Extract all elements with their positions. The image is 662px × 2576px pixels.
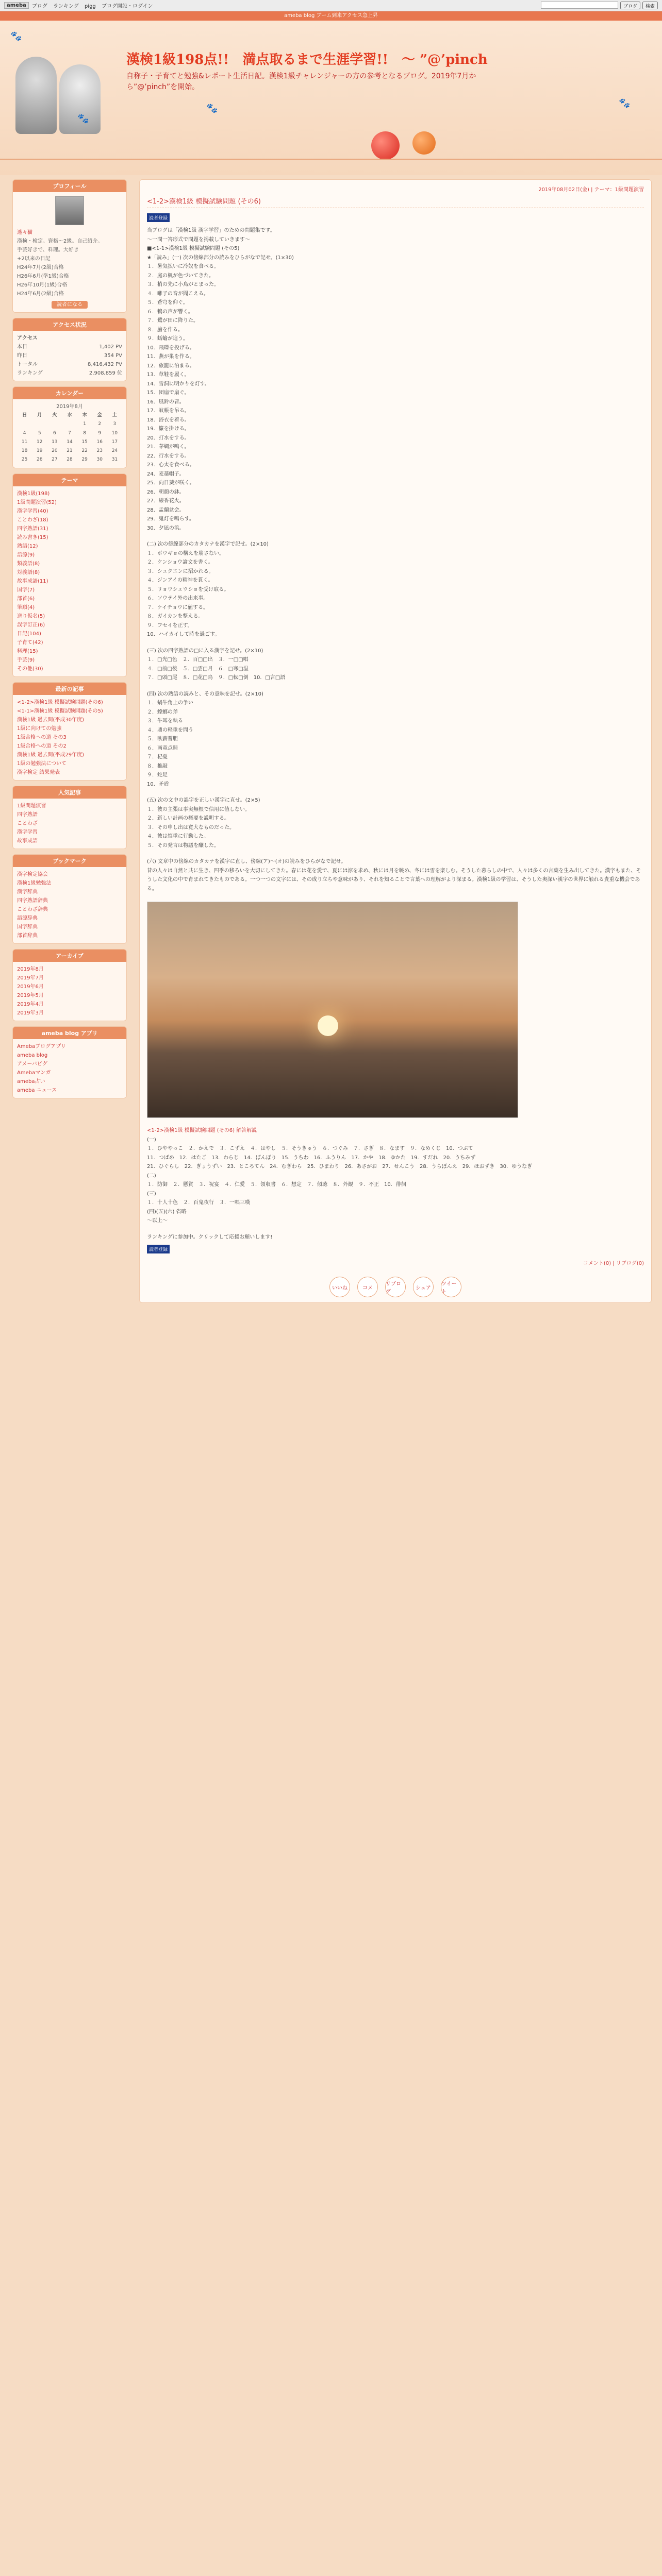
ameba-logo[interactable]: ameba xyxy=(4,2,29,9)
calendar-week xyxy=(17,429,122,438)
question-line: ３．牛耳を執る xyxy=(147,718,183,724)
calendar-day[interactable]: 16 xyxy=(96,439,103,445)
section-6 xyxy=(147,857,644,893)
access-yesterday-label: 昨日 xyxy=(17,353,27,359)
post-line: ４．囃子の音が聞こえる。 xyxy=(147,291,209,297)
post-line: 19．簾を掛ける。 xyxy=(147,426,190,432)
theme-link[interactable]: 日記(104) xyxy=(17,631,41,637)
profile-line: H26年10月(1級)合格 xyxy=(17,282,68,288)
post-line: ５．蒼穹を仰ぐ。 xyxy=(147,300,188,306)
post-line: 13．草鞋を履く。 xyxy=(147,372,190,378)
question-line: ７．杞憂 xyxy=(147,754,168,760)
profile-line: H24年6月(2級)合格 xyxy=(17,291,64,297)
question-line: ９．フセイを正す。 xyxy=(147,622,193,629)
post-line: ９．蛞蝓が這う。 xyxy=(147,336,188,342)
top-link-login[interactable]: ブログ開設・ログイン xyxy=(101,4,153,9)
question-line: ６．ソウテイ外の出来事。 xyxy=(147,596,209,601)
post-line: 24．麦藁帽子。 xyxy=(147,471,185,477)
search-button[interactable]: 検索 xyxy=(642,2,658,9)
calendar-day[interactable]: 14 xyxy=(67,439,73,445)
popular-article-link[interactable]: ことわざ xyxy=(17,820,38,826)
post-title[interactable]: <1-2>漢検1級 模擬試験問題 (その6) xyxy=(147,196,644,208)
post-line: ３．梢の先に小鳥がとまった。 xyxy=(147,282,219,287)
blog-subtitle: 自称子・子育てと勉強&レポート生活日記。漢検1級チャレンジャーの方の参考となるブログ。2019年7月から”@’pinch”を開始。 xyxy=(126,72,476,91)
ranking-badge[interactable]: 読者登録 xyxy=(147,1245,170,1253)
app-widget xyxy=(12,1026,127,1098)
calendar-day[interactable]: 21 xyxy=(67,448,73,454)
calendar-day[interactable]: 31 xyxy=(111,457,118,463)
profile-widget xyxy=(12,179,127,313)
post-line: 17．蚊帳を吊る。 xyxy=(147,408,190,414)
post-line: ２．庭の楓が色づいてきた。 xyxy=(147,273,214,279)
access-total-label: トータル xyxy=(17,362,38,367)
calendar-day-header: 月 xyxy=(37,413,42,418)
search-input[interactable] xyxy=(541,2,618,9)
section-6-text: 昔の人々は自然と共に生き、四季の移ろいを大切にしてきた。春には花を愛で、夏には涼を求め、秋には月を眺め、冬には雪を楽しむ。そうした暮らしの中で、人々は多くの言葉を生み出してきた。漢字もまた、そうした文化の中で育まれてきたものである。一つ一つの文字には、その成り立ちや意味があり、それを知ることで言葉への理解がより深まる。漢検1級の学習は、そうした奥深い漢字の世界に触れる貴重な機会である。 xyxy=(147,868,641,892)
calendar-day xyxy=(17,420,32,429)
question-line: ３．その申し出は寛大なものだった。 xyxy=(147,824,235,831)
section-5 xyxy=(147,796,644,850)
yarn-ball-orange xyxy=(412,131,436,155)
calendar-day-header: 木 xyxy=(82,413,87,418)
recent-article-link[interactable]: 漢字検定 結果発表 xyxy=(17,769,60,775)
answer-line: 11．つばめ 12．はたご 13．わらじ 14．ぼんぼり 15．うちわ 16．ふうりん 17．かや 18．ゆかた 19．すだれ 20．うちみず xyxy=(147,1155,476,1161)
paw-icon: 🐾 xyxy=(206,103,218,114)
question-line: ６．画竜点睛 xyxy=(147,745,178,751)
header-divider xyxy=(0,159,662,160)
post-line: 12．旅籠に泊まる。 xyxy=(147,363,195,369)
calendar-day[interactable]: 1 xyxy=(83,421,86,427)
post-line: ８．膾を作る。 xyxy=(147,327,183,333)
follow-button[interactable]: 読者になる xyxy=(52,301,88,309)
popular-widget xyxy=(12,786,127,849)
post-date[interactable]: 2019年08月02日(金) | テーマ：1級問題演習 xyxy=(538,187,644,193)
answers-title: <1-2>漢検1級 模擬試験問題 (その6) 解答解説 xyxy=(147,1128,257,1133)
theme-link[interactable]: 読み書き(15) xyxy=(17,534,48,540)
avatar[interactable] xyxy=(55,196,84,225)
theme-link[interactable]: 熟語(12) xyxy=(17,543,38,549)
calendar-day-header: 金 xyxy=(97,413,102,418)
top-links xyxy=(32,2,157,9)
recent-article-link[interactable]: 1級に向けての勉強 xyxy=(17,725,62,732)
theme-link[interactable]: 故事成語(11) xyxy=(17,578,48,584)
profile-heading: プロフィール xyxy=(13,180,126,192)
calendar-heading: カレンダー xyxy=(13,387,126,399)
question-line: ８．ガイカンを整える。 xyxy=(147,614,204,619)
recent-article-link[interactable]: 1級合格への道 その2 xyxy=(17,743,67,749)
recent-article-link[interactable]: 1級の勉強法について xyxy=(17,760,67,767)
popular-list xyxy=(13,799,126,849)
calendar-day[interactable]: 10 xyxy=(111,430,118,436)
paw-icon: 🐾 xyxy=(10,31,22,42)
theme-link[interactable]: 子育て(42) xyxy=(17,639,43,646)
profile-line: H24年7月(2級)合格 xyxy=(17,265,64,270)
sidebar xyxy=(10,175,129,1307)
post-body xyxy=(147,226,644,533)
question-line: 10．矛盾 xyxy=(147,781,169,787)
access-yesterday-value: 354 PV xyxy=(104,353,122,359)
section-title: (五) 次の文中の誤字を正しい漢字に直せ。(2×5) xyxy=(147,798,260,803)
question-line: ４．彼は慎重に行動した。 xyxy=(147,834,209,839)
question-line: １．□光□色 ２．百□□出 ３．一□□唱 xyxy=(147,657,249,663)
calendar-day[interactable]: 30 xyxy=(96,457,103,463)
app-heading: ameba blog アプリ xyxy=(13,1027,126,1039)
recent-article-link[interactable]: 1級合格への道 その3 xyxy=(17,734,67,740)
paw-icon: 🐾 xyxy=(619,98,631,109)
access-widget xyxy=(12,318,127,381)
page-layout xyxy=(0,175,662,1307)
calendar-day[interactable]: 24 xyxy=(111,448,118,454)
question-line: ２．ケンショウ論文を書く。 xyxy=(147,560,213,565)
theme-link[interactable]: 筆順(4) xyxy=(17,604,35,611)
bookmark-link[interactable]: 漢字辞典 xyxy=(17,889,38,895)
answers-section xyxy=(147,1126,644,1226)
post-line: 27．線香花火。 xyxy=(147,498,185,504)
calendar-day[interactable]: 20 xyxy=(52,448,58,454)
popular-heading: 人気記事 xyxy=(13,786,126,799)
like-button[interactable]: いいね xyxy=(329,1277,350,1297)
calendar-day[interactable]: 25 xyxy=(21,457,28,463)
top-navigation-bar xyxy=(0,0,662,11)
theme-link[interactable]: 1級問題演習(52) xyxy=(17,499,57,505)
section-3 xyxy=(147,647,644,683)
calendar-day[interactable]: 26 xyxy=(36,457,43,463)
theme-link[interactable]: 送り仮名(5) xyxy=(17,613,45,619)
post-line: 20．打水をする。 xyxy=(147,435,190,441)
calendar-day[interactable]: 18 xyxy=(21,448,28,454)
calendar-day[interactable]: 4 xyxy=(23,430,26,436)
calendar-day-header: 水 xyxy=(67,413,72,418)
access-today-value: 1,402 PV xyxy=(99,344,122,350)
question-line: ９．蛇足 xyxy=(147,772,168,778)
post-line: 11．燕が巣を作る。 xyxy=(147,354,195,360)
post-line: 30．夕凪の浜。 xyxy=(147,525,185,531)
access-ranking-label: ランキング xyxy=(17,370,43,376)
access-label: アクセス xyxy=(17,335,38,341)
post-line: 15．団扇で扇ぐ。 xyxy=(147,390,190,396)
access-ranking-value: 2,908,859 位 xyxy=(89,370,122,376)
yarn-ball-red xyxy=(371,131,400,160)
calendar-widget xyxy=(12,386,127,468)
post-line: 16．風鈴の音。 xyxy=(147,399,185,405)
question-line: １．ボウギョの構えを崩さない。 xyxy=(147,550,224,556)
search-blog-button[interactable]: ブログ xyxy=(620,2,640,9)
bookmark-link[interactable]: 語源辞典 xyxy=(17,915,38,921)
answer-line: １．防御 ２．懸賞 ３．祝宴 ４．仁愛 ５．領収書 ６．想定 ７．傾聴 ８．外観 ９．不正 10．徘徊 xyxy=(147,1182,406,1188)
question-line: 10．ハイカイして時を過ごす。 xyxy=(147,632,220,637)
paw-icon: 🐾 xyxy=(77,113,89,124)
answer-line: 21．ひぐらし 22．ぎょうずい 23．ところてん 24．むぎわら 25．ひまわり 26．あさがお 27．せんこう 28．うらぼんえ 29．ほおずき 30．ゆうなぎ xyxy=(147,1164,533,1170)
post-line: 10．飛礫を投げる。 xyxy=(147,345,195,351)
popular-article-link[interactable]: 故事成語 xyxy=(17,838,38,844)
post-line: 23．心太を食べる。 xyxy=(147,462,195,468)
theme-link[interactable]: 語源(9) xyxy=(17,552,35,558)
bookmark-link[interactable]: 部首辞典 xyxy=(17,933,38,939)
app-link[interactable]: ameba ニュース xyxy=(17,1087,57,1093)
section-title: (四) 次の熟語の読みと、その意味を記せ。(2×10) xyxy=(147,691,263,697)
question-line: ８．推敲 xyxy=(147,763,168,769)
cat-photo xyxy=(15,41,108,134)
post-line: ７．鷺が田に降りた。 xyxy=(147,318,198,324)
archive-link[interactable]: 2019年3月 xyxy=(17,1010,44,1016)
calendar-body xyxy=(17,420,122,464)
profile-line: H26年6月(準1級)合格 xyxy=(17,274,69,279)
recent-article-link[interactable]: 漢検1級 過去問(平成30年度) xyxy=(17,717,85,723)
themes-heading: テーマ xyxy=(13,474,126,486)
calendar-day xyxy=(32,420,47,429)
popular-article-link[interactable]: 漢字学習 xyxy=(17,829,38,835)
post-line: 28．盂蘭盆会。 xyxy=(147,507,185,513)
question-line: １．彼の主張は事実無根で信用に値しない。 xyxy=(147,806,250,812)
app-link[interactable]: ameba占い xyxy=(17,1078,45,1084)
section-title: (三) 次の四字熟語の□に入る漢字を記せ。(2×10) xyxy=(147,648,263,654)
calendar-day[interactable]: 6 xyxy=(53,430,56,436)
profile-line: +2以来の日記 xyxy=(17,256,51,262)
bookmark-link[interactable]: 漢検1級勉強法 xyxy=(17,880,52,886)
calendar-day-header: 土 xyxy=(112,413,117,418)
answer-line: (四)(五)(六) 省略 xyxy=(147,1209,187,1215)
themes-widget xyxy=(12,473,127,677)
calendar-day xyxy=(47,420,62,429)
app-link[interactable]: ameba blog xyxy=(17,1052,48,1058)
calendar-day[interactable]: 17 xyxy=(111,439,118,445)
question-line: ５．リョウシュウショを受け取る。 xyxy=(147,586,229,592)
question-line: ５．臥薪嘗胆 xyxy=(147,736,178,742)
ranking-footer: ランキングに参加中。クリックして応援お願いします! xyxy=(147,1234,273,1240)
calendar-week xyxy=(17,455,122,464)
comment-button[interactable]: コメ xyxy=(357,1277,378,1297)
answer-line: (二) xyxy=(147,1173,156,1179)
top-search xyxy=(541,2,658,9)
calendar-day[interactable]: 15 xyxy=(81,439,88,445)
calendar-table xyxy=(17,411,122,465)
calendar-week xyxy=(17,447,122,455)
calendar-day[interactable]: 3 xyxy=(113,421,117,427)
bookmark-list xyxy=(13,867,126,943)
archive-link[interactable]: 2019年7月 xyxy=(17,975,44,981)
cat-left xyxy=(15,57,57,134)
post-line: ★「読み」(一) 次の傍線部分の読みをひらがなで記せ。(1×30) xyxy=(147,255,294,261)
question-line: ５．その発言は物議を醸した。 xyxy=(147,842,219,849)
bookmark-heading: ブックマーク xyxy=(13,855,126,867)
theme-link[interactable]: その他(30) xyxy=(17,666,43,672)
calendar-day xyxy=(62,420,77,429)
calendar-day[interactable]: 29 xyxy=(81,457,88,463)
calendar-day[interactable]: 19 xyxy=(36,448,43,454)
main-content xyxy=(139,175,652,1307)
theme-link[interactable]: 漢字学習(40) xyxy=(17,508,48,514)
archive-link[interactable]: 2019年5月 xyxy=(17,992,44,998)
profile-line: 漢検・検定。資格〜2級。自己紹介。 xyxy=(17,239,103,244)
calendar-day[interactable]: 9 xyxy=(98,430,102,436)
question-line: ４．ジンアイの精神を貫く。 xyxy=(147,578,213,583)
bookmark-link[interactable]: 国字辞典 xyxy=(17,924,38,930)
post-line: 当ブログは「漢検1級 漢字学習」のための問題集です。 xyxy=(147,228,275,233)
calendar-day[interactable]: 27 xyxy=(52,457,58,463)
blog-post xyxy=(139,179,652,1303)
recent-article-link[interactable]: <1-2>漢検1級 模擬試験問題(その6) xyxy=(17,699,103,705)
section-5-list xyxy=(147,805,644,851)
post-line: ６．鶫の声が響く。 xyxy=(147,309,193,315)
theme-link[interactable]: ことわざ(18) xyxy=(17,517,48,523)
recent-heading: 最新の記事 xyxy=(13,683,126,695)
post-line: 18．浴衣を着る。 xyxy=(147,417,190,423)
sunset-photo[interactable] xyxy=(147,902,518,1118)
question-line: ４．□前□後 ５．□雲□月 ６．□寒□温 xyxy=(147,666,249,672)
blog-header xyxy=(0,21,662,175)
calendar-day[interactable]: 22 xyxy=(81,448,88,454)
section-2 xyxy=(147,540,644,639)
theme-link[interactable]: 国字(7) xyxy=(17,587,35,593)
answer-line: 〜以上〜 xyxy=(147,1218,168,1224)
post-line: １．暑気払いに冷奴を食べる。 xyxy=(147,264,219,269)
archive-heading: アーカイブ xyxy=(13,950,126,962)
post-line: 26．朝顔の鉢。 xyxy=(147,489,185,495)
question-line: ３．シュクエンに招かれる。 xyxy=(147,568,214,574)
calendar-week xyxy=(17,420,122,429)
archive-link[interactable]: 2019年8月 xyxy=(17,966,44,972)
calendar-day[interactable]: 8 xyxy=(83,430,86,436)
archive-link[interactable]: 2019年6月 xyxy=(17,984,44,990)
calendar-day[interactable]: 11 xyxy=(21,439,28,445)
answer-line: １．ひややっこ ２．かえで ３．こずえ ４．はやし ５．そうきゅう ６．つぐみ ７．さぎ ８．なます ９．なめくじ 10．つぶて xyxy=(147,1146,473,1151)
question-line: ７．□頭□尾 ８．□花□鳥 ９．□転□倒 10．□言□語 xyxy=(147,675,286,681)
top-link-pigg[interactable]: pigg xyxy=(84,4,96,9)
app-link[interactable]: Amebaブログアプリ xyxy=(17,1043,66,1049)
calendar-day[interactable]: 28 xyxy=(67,457,73,463)
share-buttons xyxy=(147,1277,644,1297)
recent-article-link[interactable]: <1-1>漢検1級 模擬試験問題(その5) xyxy=(17,708,103,714)
section-title: (六) 文章中の傍線のカタカナを漢字に直し、傍線(ア)〜(オ)の読みをひらがなで記せ。 xyxy=(147,859,346,865)
calendar-day[interactable]: 5 xyxy=(38,430,41,436)
answer-line: (三) xyxy=(147,1191,156,1197)
access-total-value: 8,416,432 PV xyxy=(88,362,122,367)
question-line: ４．鼎の軽重を問う xyxy=(147,727,193,733)
post-line: 22．行水をする。 xyxy=(147,453,190,459)
bookmark-link[interactable]: ことわざ辞典 xyxy=(17,906,48,912)
section-2-list xyxy=(147,549,644,639)
theme-link[interactable]: 誤字訂正(6) xyxy=(17,622,45,628)
archive-widget xyxy=(12,949,127,1021)
post-line: 14．雪洞に明かりを灯す。 xyxy=(147,381,210,387)
calendar-day[interactable]: 12 xyxy=(36,439,43,445)
app-link[interactable]: Amebaマンガ xyxy=(17,1070,51,1076)
calendar-month: 2019年8月 xyxy=(56,404,83,410)
theme-link[interactable]: 手芸(9) xyxy=(17,657,35,663)
reader-register-badge[interactable]: 読者登録 xyxy=(147,213,170,222)
theme-link[interactable]: 部首(6) xyxy=(17,596,35,602)
post-line: ■<1-1>漢検1級 模擬試験問題 (その5) xyxy=(147,246,240,251)
answers-list xyxy=(147,1136,644,1226)
recent-widget xyxy=(12,682,127,781)
theme-link[interactable]: 類義語(8) xyxy=(17,561,40,567)
archive-link[interactable]: 2019年4月 xyxy=(17,1001,44,1007)
access-today-label: 本日 xyxy=(17,344,27,350)
answer-line: (一) xyxy=(147,1137,156,1143)
recent-list xyxy=(13,695,126,780)
calendar-day-header: 日 xyxy=(22,413,27,418)
app-list xyxy=(13,1039,126,1098)
section-3-list xyxy=(147,655,644,683)
profile-line: 手芸好きで、料理。大好き xyxy=(17,247,79,253)
popular-article-link[interactable]: 四字熟語 xyxy=(17,811,38,818)
question-line: １．蝸牛角上の争い xyxy=(147,700,193,706)
recent-article-link[interactable]: 漢検1級 過去問(平成29年度) xyxy=(17,752,85,758)
tweet-button[interactable]: ツイート xyxy=(441,1277,461,1297)
bookmark-link[interactable]: 漢字検定協会 xyxy=(17,871,48,877)
question-line: ７．ケイチョウに値する。 xyxy=(147,604,208,611)
answer-line: １．十人十色 ２．百鬼夜行 ３．一唱三嘆 xyxy=(147,1200,250,1206)
sun-graphic xyxy=(318,1015,338,1036)
theme-link[interactable]: 料理(15) xyxy=(17,648,38,654)
theme-link[interactable]: 対義語(8) xyxy=(17,569,40,575)
section-4 xyxy=(147,690,644,789)
theme-link[interactable]: 四字熟語(31) xyxy=(17,526,48,532)
blog-title[interactable]: 漢検1級198点!! 満点取るまで生涯学習!! 〜 ”@’pinch xyxy=(126,52,488,67)
section-4-list xyxy=(147,699,644,789)
popular-article-link[interactable]: 1級問題演習 xyxy=(17,803,46,809)
app-link[interactable]: アメーバピグ xyxy=(17,1061,47,1067)
calendar-day[interactable]: 7 xyxy=(68,430,71,436)
access-heading: アクセス状況 xyxy=(13,318,126,331)
themes-list xyxy=(13,486,126,676)
post-line: 〜一問一答形式で問題を掲載していきます〜 xyxy=(147,236,250,243)
archive-list xyxy=(13,962,126,1021)
calendar-day[interactable]: 13 xyxy=(52,439,58,445)
bookmark-widget xyxy=(12,854,127,944)
bookmark-link[interactable]: 四字熟語辞典 xyxy=(17,897,48,904)
share-button[interactable]: シェア xyxy=(413,1277,434,1297)
calendar-day-header: 火 xyxy=(52,413,57,418)
post-line: 29．鬼灯を鳴らす。 xyxy=(147,516,194,522)
section-title: (二) 次の傍線部分のカタカナを漢字で記せ。(2×10) xyxy=(147,541,269,547)
theme-link[interactable]: 漢検1級(198) xyxy=(17,490,50,497)
top-link-ranking[interactable]: ランキング xyxy=(53,4,79,9)
calendar-day[interactable]: 2 xyxy=(98,421,102,427)
question-line: ２．新しい計画の概要を説明する。 xyxy=(147,816,229,821)
question-line: ２．螳螂の斧 xyxy=(147,709,178,715)
promo-banner[interactable]: ameba blog ブーム到来アクセス急上昇 xyxy=(0,11,662,21)
post-line: 21．茅蜩が鳴く。 xyxy=(147,444,190,450)
calendar-week xyxy=(17,438,122,447)
top-link-blog[interactable]: ブログ xyxy=(31,4,47,9)
post-footer-links[interactable]: コメント(0) | リブログ(0) xyxy=(583,1261,644,1266)
profile-name[interactable]: 迷々猫 xyxy=(17,230,32,235)
post-line: 25．向日葵が咲く。 xyxy=(147,480,195,486)
reblog-button[interactable]: リブログ xyxy=(385,1277,406,1297)
calendar-day[interactable]: 23 xyxy=(96,448,103,454)
